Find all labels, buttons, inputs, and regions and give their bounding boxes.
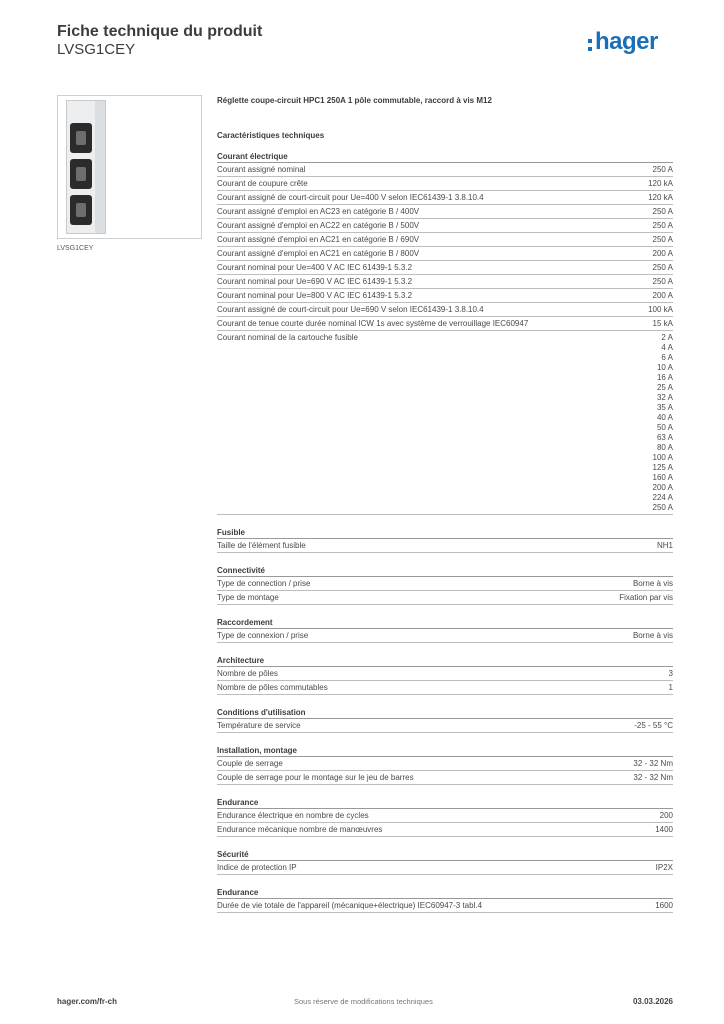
spec-row <box>217 205 673 219</box>
spec-value: 160 A <box>652 473 673 482</box>
spec-value: 120 kA <box>648 179 673 188</box>
spec-value: 80 A <box>656 443 673 452</box>
spec-row <box>217 177 673 191</box>
footer-website-link[interactable]: hager.com/fr-ch <box>57 997 118 1006</box>
technical-characteristics-title: Caractéristiques techniques <box>217 131 325 140</box>
spec-section-title: Endurance <box>217 797 673 809</box>
document-title: Fiche technique du produit <box>57 23 263 40</box>
spec-row <box>217 667 673 681</box>
spec-label: Couple de serrage <box>217 759 283 768</box>
spec-section-title: Connectivité <box>217 565 673 577</box>
spec-value: -25 - 55 °C <box>634 721 673 730</box>
spec-section-title: Fusible <box>217 527 673 539</box>
spec-section-title: Sécurité <box>217 849 673 861</box>
product-image <box>57 95 202 239</box>
spec-label: Courant nominal pour Ue=690 V AC IEC 61439-1 5.3.2 <box>217 277 413 286</box>
page-header <box>57 22 677 66</box>
spec-row <box>217 289 673 303</box>
spec-row <box>217 247 673 261</box>
spec-value: Borne à vis <box>632 631 673 640</box>
spec-value: Borne à vis <box>632 579 673 588</box>
spec-value: 1 <box>668 683 673 692</box>
spec-section-title: Architecture <box>217 655 673 667</box>
spec-row <box>217 191 673 205</box>
spec-value: 40 A <box>656 413 673 422</box>
spec-label: Endurance mécanique nombre de manœuvres <box>217 825 383 834</box>
spec-label: Courant assigné d'emploi en AC23 en catégorie B / 400V <box>217 207 420 216</box>
spec-value: 25 A <box>656 383 673 392</box>
spec-section <box>217 849 673 875</box>
spec-value: 50 A <box>656 423 673 432</box>
spec-row <box>217 757 673 771</box>
spec-value: 250 A <box>652 165 673 174</box>
spec-value: 6 A <box>661 353 673 362</box>
spec-label: Endurance électrique en nombre de cycles <box>217 811 369 820</box>
spec-label: Courant nominal pour Ue=800 V AC IEC 61439-1 5.3.2 <box>217 291 413 300</box>
spec-value: 63 A <box>656 433 673 442</box>
spec-section <box>217 745 673 785</box>
spec-row <box>217 275 673 289</box>
spec-section <box>217 797 673 837</box>
spec-label: Courant assigné de court-circuit pour Ue=690 V selon IEC61439-1 3.8.10.4 <box>217 305 484 314</box>
spec-value: 100 kA <box>648 305 673 314</box>
spec-value: 120 kA <box>648 193 673 202</box>
spec-section <box>217 151 673 515</box>
spec-label: Courant assigné d'emploi en AC22 en catégorie B / 500V <box>217 221 420 230</box>
spec-label: Type de montage <box>217 593 279 602</box>
spec-row <box>217 539 673 553</box>
spec-label: Type de connection / prise <box>217 579 311 588</box>
footer-disclaimer: Sous réserve de modifications techniques <box>294 997 433 1006</box>
spec-row <box>217 261 673 275</box>
spec-value: 250 A <box>652 207 673 216</box>
spec-value: 16 A <box>656 373 673 382</box>
spec-value: 250 A <box>652 263 673 272</box>
spec-row <box>217 823 673 837</box>
specification-sections <box>217 151 673 913</box>
spec-label: Durée de vie totale de l'appareil (mécanique+électrique) IEC60947-3 tabl.4 <box>217 901 483 910</box>
logo-dot-icon <box>588 47 592 51</box>
spec-section <box>217 617 673 643</box>
spec-label: Courant de coupure crête <box>217 179 308 188</box>
spec-value: 200 A <box>652 291 673 300</box>
spec-section-title: Endurance <box>217 887 673 899</box>
footer-date: 03.03.2026 <box>632 997 673 1006</box>
spec-label: Courant de tenue courte durée nominal ICW 1s avec système de verrouillage IEC60947 <box>217 319 529 328</box>
spec-value: Fixation par vis <box>619 593 673 602</box>
spec-label: Type de connexion / prise <box>217 631 309 640</box>
spec-label: Courant nominal de la cartouche fusible <box>217 333 358 342</box>
spec-label: Courant assigné d'emploi en AC21 en catégorie B / 690V <box>217 235 420 244</box>
spec-row <box>217 809 673 823</box>
spec-section-title: Raccordement <box>217 617 673 629</box>
product-reference: LVSG1CEY <box>57 41 136 58</box>
spec-value: 10 A <box>656 363 673 372</box>
spec-section-title: Conditions d'utilisation <box>217 707 673 719</box>
spec-row <box>217 303 673 317</box>
spec-section <box>217 887 673 913</box>
spec-value: 200 A <box>652 249 673 258</box>
spec-section <box>217 707 673 733</box>
logo-dot-icon <box>588 39 592 43</box>
spec-value: 200 A <box>652 483 673 492</box>
fuse-switch-illustration-icon <box>66 100 106 234</box>
spec-value: 32 - 32 Nm <box>633 773 673 782</box>
spec-value: IP2X <box>655 863 673 872</box>
spec-row <box>217 317 673 331</box>
specifications-content <box>217 95 673 913</box>
spec-value: 2 A <box>661 333 673 342</box>
spec-row <box>217 771 673 785</box>
spec-value: 15 kA <box>652 319 673 328</box>
spec-value: 4 A <box>661 343 673 352</box>
spec-value: 224 A <box>652 493 673 502</box>
spec-label: Taille de l'élément fusible <box>217 541 306 550</box>
spec-label: Courant assigné de court-circuit pour Ue=400 V selon IEC61439-1 3.8.10.4 <box>217 193 484 202</box>
spec-label: Indice de protection IP <box>217 863 297 872</box>
spec-section-title: Installation, montage <box>217 745 673 757</box>
spec-value: 250 A <box>652 235 673 244</box>
spec-row <box>217 629 673 643</box>
hager-logo[interactable] <box>587 30 673 56</box>
spec-value: 100 A <box>652 453 673 462</box>
spec-label: Nombre de pôles commutables <box>217 683 328 692</box>
spec-label: Température de service <box>217 721 301 730</box>
spec-label: Courant assigné nominal <box>217 165 306 174</box>
spec-value: 125 A <box>652 463 673 472</box>
spec-section <box>217 527 673 553</box>
spec-value: 35 A <box>656 403 673 412</box>
spec-label: Courant assigné d'emploi en AC21 en catégorie B / 800V <box>217 249 420 258</box>
spec-row <box>217 861 673 875</box>
spec-value: 250 A <box>652 221 673 230</box>
spec-section <box>217 565 673 605</box>
spec-label: Courant nominal pour Ue=400 V AC IEC 61439-1 5.3.2 <box>217 263 413 272</box>
spec-value: 32 - 32 Nm <box>633 759 673 768</box>
spec-label: Nombre de pôles <box>217 669 278 678</box>
product-image-caption: LVSG1CEY <box>57 245 94 252</box>
spec-row <box>217 331 673 515</box>
spec-value: 250 A <box>652 277 673 286</box>
spec-row <box>217 219 673 233</box>
spec-value: 3 <box>668 669 673 678</box>
spec-row <box>217 577 673 591</box>
spec-row <box>217 899 673 913</box>
spec-value-list <box>653 333 673 513</box>
spec-value: 32 A <box>656 393 673 402</box>
spec-row <box>217 233 673 247</box>
spec-section-title: Courant électrique <box>217 151 673 163</box>
spec-section <box>217 655 673 695</box>
spec-row <box>217 719 673 733</box>
spec-label: Couple de serrage pour le montage sur le jeu de barres <box>217 773 414 782</box>
spec-value: 250 A <box>652 503 673 512</box>
spec-row <box>217 163 673 177</box>
spec-value: 1600 <box>655 901 673 910</box>
spec-value: 1400 <box>655 825 673 834</box>
spec-row <box>217 681 673 695</box>
logo-text: hager <box>595 28 658 55</box>
spec-value: NH1 <box>656 541 673 550</box>
spec-row <box>217 591 673 605</box>
spec-value: 200 <box>659 811 673 820</box>
product-description: Réglette coupe-circuit HPC1 250A 1 pôle commutable, raccord à vis M12 <box>217 96 492 105</box>
